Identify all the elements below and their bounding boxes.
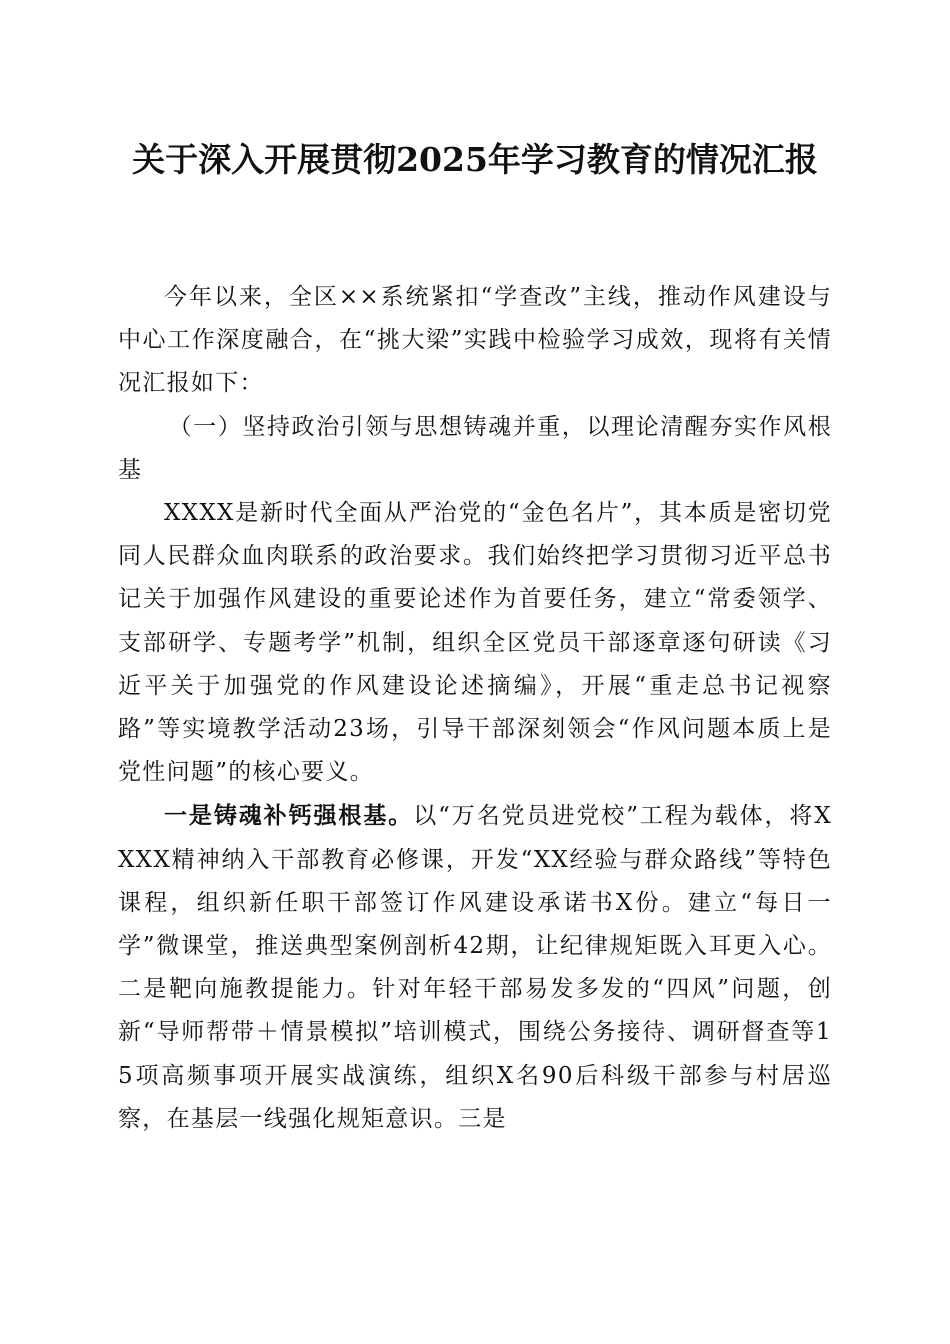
intro-paragraph: 今年以来，全区××系统紧扣“学查改”主线，推动作风建设与中心工作深度融合，在“挑大梁”实践中检验学习成效，现将有关情况汇报如下： <box>118 284 832 397</box>
section-1-paragraph-1: XXXX是新时代全面从严治党的“金色名片”，其本质是密切党同人民群众血肉联系的政治要求。我们始终把学习贯彻习近平总书记关于加强作风建设的重要论述作为首要任务，建立“常委领学、支部研学、专题考学”机制，组织全区党员干部逐章逐句研读《习近平关于加强党的作风建设论述摘编》，开展“重走总书记视察路”等实境教学活动23场，引导干部深刻领会“作风问题本质上是党性问题”的核心要义。 <box>118 500 832 786</box>
document-body <box>118 276 832 1141</box>
section-1-heading: （一）坚持政治引领与思想铸魂并重，以理论清醒夯实作风根基 <box>118 413 832 483</box>
paragraph-lead-phrase: 一是铸魂补钙强根基。 <box>164 802 414 830</box>
paragraph-text: 以“万名党员进党校”工程为载体，将XXXX精神纳入干部教育必修课，开发“XX经验与群众路线”等特色课程，组织新任职干部签订作风建设承诺书X份。建立“每日一学”微课堂，推送典型案例剖析42期，让纪律规矩既入耳更入心。二是靶向施教提能力。针对年轻干部易发多发的“四风”问题，创新“导师帮带＋情景模拟”培训模式，围绕公务接待、调研督查等15项高频事项开展实战演练，组织X名90后科级干部参与村居巡察，在基层一线强化规矩意识。三是 <box>118 803 832 1132</box>
document-title: 关于深入开展贯彻2025年学习教育的情况汇报 <box>132 140 818 179</box>
section-1-paragraph-2 <box>118 794 832 1141</box>
